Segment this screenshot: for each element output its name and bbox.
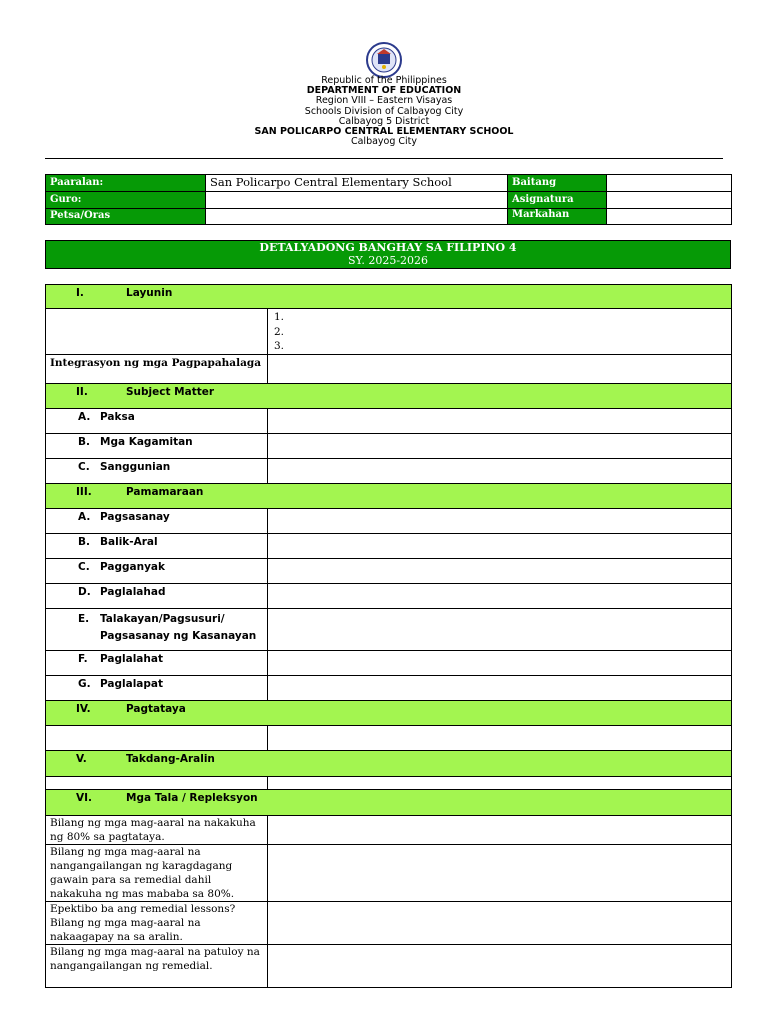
petsa-label: Petsa/Oras [46, 209, 206, 225]
letterhead-line: Calbayog City [350, 136, 418, 148]
section-label: Pagtataya [126, 702, 186, 715]
guro-label: Guro: [46, 192, 206, 209]
balik-aral-value[interactable] [268, 533, 732, 558]
row-paksa: A. Paksa [46, 408, 268, 433]
pagsasanay-value[interactable] [268, 508, 732, 533]
reflection-value[interactable] [268, 944, 732, 987]
row-paglalahat: F. Paglalahat [46, 650, 268, 675]
objective-item: 2. [274, 325, 285, 338]
asignatura-value[interactable] [607, 192, 732, 209]
lesson-plan-table [45, 284, 732, 988]
paglalahad-value[interactable] [268, 583, 732, 608]
sanggunian-value[interactable] [268, 458, 732, 483]
deped-seal-icon [363, 41, 405, 79]
reflection-item: Bilang ng mga mag-aaral na nakakuha ng 80% sa pagtataya. [46, 815, 268, 844]
petsa-value[interactable] [206, 209, 508, 225]
header-divider [45, 158, 723, 159]
section-label: Layunin [126, 287, 173, 299]
section-label: Subject Matter [126, 385, 215, 398]
integrasyon-label: Integrasyon ng mga Pagpapahalaga [46, 354, 268, 383]
integrasyon-value[interactable] [268, 354, 732, 383]
asignatura-label: Asignatura [508, 192, 607, 209]
guro-value[interactable] [206, 192, 508, 209]
section-label: Mga Tala / Repleksyon [126, 791, 258, 804]
objectives-list[interactable] [268, 309, 732, 355]
section-takdang-aralin [46, 750, 732, 776]
talakayan-value[interactable] [268, 608, 732, 650]
pagtataya-value[interactable] [268, 725, 732, 750]
pagganyak-value[interactable] [268, 558, 732, 583]
paglalahat-value[interactable] [268, 650, 732, 675]
row-balik-aral: B. Balik-Aral [46, 533, 268, 558]
section-number: IV. [76, 702, 91, 715]
paglalapat-value[interactable] [268, 675, 732, 700]
row-sanggunian: C. Sanggunian [46, 458, 268, 483]
section-pagtataya [46, 700, 732, 725]
section-number: III. [76, 485, 92, 498]
letterhead-line: Region VIII – Eastern Visayas [315, 95, 453, 107]
school-year: SY. 2025-2026 [347, 253, 429, 267]
section-number: VI. [76, 791, 93, 804]
reflection-item: Bilang ng mga mag-aaral na nangangailangan ng karagdagang gawain para sa remedial dahil nakakuha ng mas mababa sa 80%. [46, 844, 268, 901]
row-pagganyak: C. Pagganyak [46, 558, 268, 583]
markahan-value[interactable] [607, 209, 732, 225]
paaralan-value[interactable]: San Policarpo Central Elementary School [206, 175, 508, 192]
baitang-value[interactable] [607, 175, 732, 192]
letterhead-line: SAN POLICARPO CENTRAL ELEMENTARY SCHOOL [254, 126, 514, 138]
title-line: DETALYADONG BANGHAY SA FILIPINO 4 [259, 241, 517, 254]
markahan-label: Markahan [508, 209, 607, 225]
reflection-item: Epektibo ba ang remedial lessons? Bilang ng mga mag-aaral na nakaagapay na sa aralin. [46, 901, 268, 944]
section-number: II. [76, 385, 88, 398]
takdang-aralin-value[interactable] [268, 776, 732, 789]
section-label: Pamamaraan [126, 485, 204, 498]
reflection-value[interactable] [268, 844, 732, 901]
row-paglalapat: G. Paglalapat [46, 675, 268, 700]
paksa-value[interactable] [268, 408, 732, 433]
objectives-label-cell [46, 309, 268, 355]
section-label: Takdang-Aralin [126, 752, 215, 765]
letterhead-line: DEPARTMENT OF EDUCATION [306, 85, 462, 97]
section-number: V. [76, 752, 87, 765]
info-table [45, 174, 732, 225]
reflection-value[interactable] [268, 815, 732, 844]
section-pamamaraan [46, 483, 732, 508]
baitang-label: Baitang [508, 175, 607, 192]
kagamitan-value[interactable] [268, 433, 732, 458]
section-number: I. [76, 287, 84, 299]
row-mga-kagamitan: B. Mga Kagamitan [46, 433, 268, 458]
letterhead-line: Schools Division of Calbayog City [304, 105, 464, 117]
row-paglalahad: D. Paglalahad [46, 583, 268, 608]
letterhead [0, 76, 768, 147]
section-subject-matter [46, 383, 732, 408]
reflection-value[interactable] [268, 901, 732, 944]
section-mga-tala [46, 789, 732, 815]
objective-item: 1. [274, 311, 285, 323]
letterhead-line: Republic of the Philippines [321, 75, 447, 86]
objective-item: 3. [274, 340, 285, 352]
pagtataya-label-cell [46, 725, 268, 750]
row-pagsasanay: A. Pagsasanay [46, 508, 268, 533]
paaralan-label: Paaralan: [46, 175, 206, 192]
letterhead-line: Calbayog 5 District [338, 115, 430, 127]
row-talakayan: E. Talakayan/Pagsusuri/ Pagsasanay ng Kasanayan [46, 608, 268, 650]
takdang-aralin-label-cell [46, 776, 268, 789]
reflection-item: Bilang ng mga mag-aaral na patuloy na nangangailangan ng remedial. [46, 944, 268, 987]
document-title [45, 240, 731, 269]
section-layunin [46, 285, 732, 309]
